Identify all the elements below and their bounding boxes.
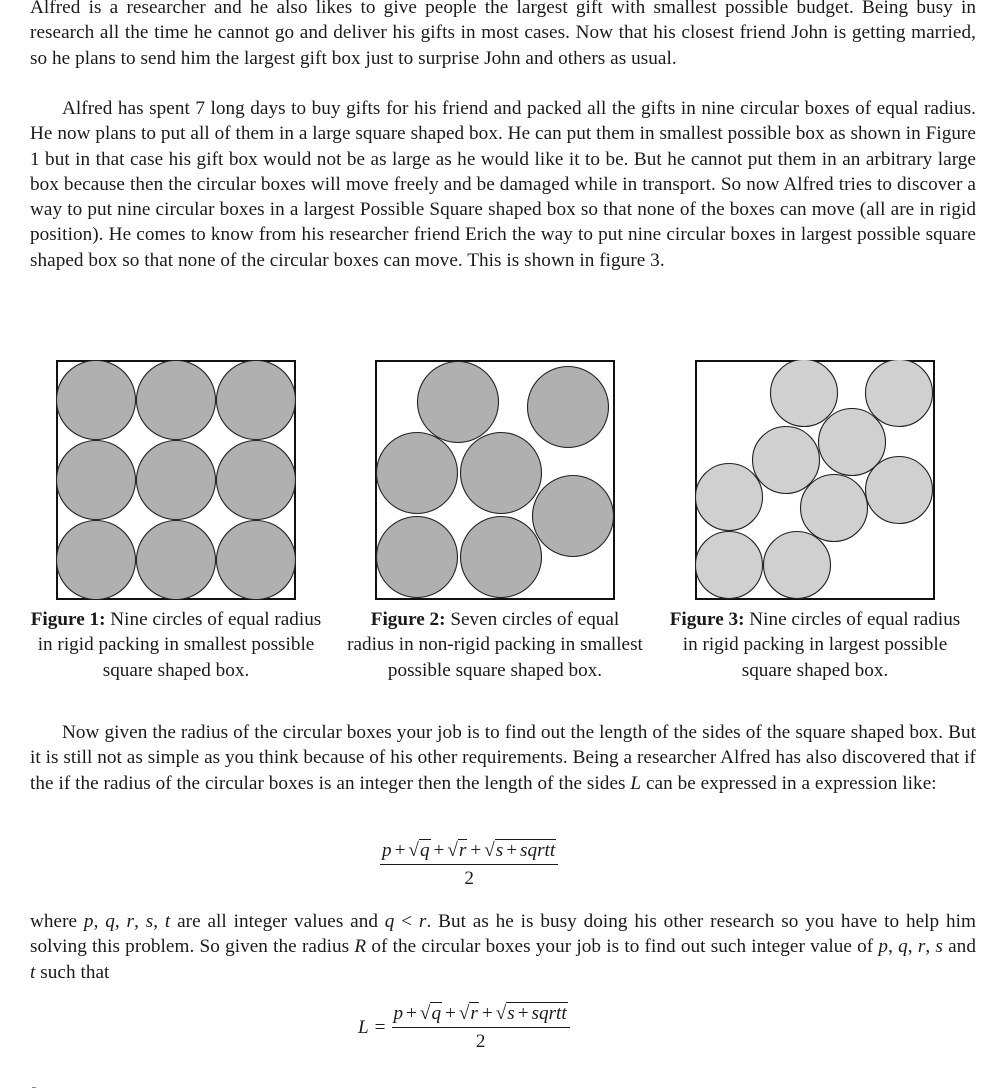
figure-3: [695, 360, 935, 600]
text-run: ,: [153, 911, 165, 932]
sqrt-q: √q: [408, 840, 430, 861]
circular-box-4: [57, 441, 136, 520]
page-mark: [32, 1087, 36, 1088]
math-variable: t: [30, 961, 36, 983]
text-run: ,: [114, 911, 127, 932]
math-variable: R: [354, 936, 367, 958]
var-sqrtt: sqrtt: [531, 1003, 567, 1024]
fraction: [380, 840, 558, 890]
radicand: [506, 1002, 568, 1024]
math-variable: r: [917, 936, 926, 958]
math-variable: s: [935, 936, 943, 958]
math-variable: q: [105, 911, 115, 932]
figure-3-label: Figure 3:: [669, 609, 745, 630]
plus-sign: +: [470, 840, 482, 861]
circular-box-8: [137, 521, 216, 600]
text-run: <: [394, 911, 419, 932]
task-paragraph: [30, 720, 976, 796]
circular-box-5: [866, 457, 933, 524]
circular-box-6: [217, 441, 296, 520]
figure-2-caption: [345, 607, 645, 683]
formula-equation: [358, 1003, 570, 1053]
var-p: p: [393, 1003, 404, 1024]
circular-box-7: [461, 517, 542, 598]
circular-box-6: [377, 517, 458, 598]
circular-box-4: [461, 433, 542, 514]
math-variable: p: [83, 911, 94, 932]
circular-box-2: [528, 367, 609, 448]
task-text-a: Now given the radius of the circular boxes your job is to find out the length of the sides of the square shaped box. But it is still not as simple as you think because of his other requirements. Being a researcher Alfred has also discovered that if the if the radius of the circular boxes is an integer then the length of the sides: [30, 722, 976, 794]
sqrt-q: √q: [419, 1003, 442, 1024]
circular-box-4: [753, 427, 820, 494]
circular-box-9: [764, 532, 831, 599]
plus-sign: +: [506, 840, 518, 861]
figure-3-drawing: [695, 360, 935, 600]
plus-sign: +: [433, 840, 445, 861]
figure-1-caption-text: Nine circles of equal radius in rigid packing in smallest possible square shaped box.: [37, 609, 322, 681]
text-run: ,: [925, 936, 936, 958]
text-run: ,: [93, 911, 106, 932]
circular-box-7: [801, 475, 868, 542]
task-text-b: can be expressed in a expression like:: [641, 772, 937, 794]
plus-sign: +: [394, 840, 406, 861]
equals-sign: =: [374, 1017, 386, 1038]
sqrt-s-plus-sqrtt: √s + sqrtt: [484, 840, 556, 861]
text-run: such that: [35, 961, 110, 983]
var-L: L: [630, 772, 642, 794]
figure-1-caption: [26, 607, 326, 683]
var-r: r: [458, 840, 467, 861]
fraction: [392, 1003, 570, 1053]
sqrt-r: √r: [447, 840, 467, 861]
story-paragraph: Alfred has spent 7 long days to buy gifts for his friend and packed all the gifts in nine circular boxes of equal radius. He now plans to put all of them in a large square shaped box. He can put them in smallest possible box as shown in Figure 1 but in that case his gift box would not be as large as he would like it to be. But he cannot put them in an arbitrary large box because then the circular boxes will move freely and be damaged while in transport. So now Alfred tries to discover a way to put nine circular boxes in a largest Possible Square shaped box so that none of the boxes can move (all are in rigid position). He comes to know from his researcher friend Erich the way to put nine circular boxes in largest possible square shaped box so that none of the circular boxes can move. This is shown in figure 3.: [30, 98, 976, 271]
sqrt-r: √r: [458, 1003, 478, 1024]
var-r: r: [470, 1003, 478, 1024]
var-s: s: [507, 1003, 515, 1024]
numerator: [392, 1003, 570, 1028]
numerator: [380, 840, 558, 865]
var-p: p: [382, 840, 392, 861]
circular-box-3: [217, 361, 296, 440]
plus-sign: +: [406, 1003, 417, 1024]
math-variable: p: [878, 936, 889, 958]
circular-box-5: [137, 441, 216, 520]
requirements-paragraph: [30, 909, 976, 985]
sqrt-s-plus-sqrtt: √s + sqrtt: [495, 1003, 567, 1024]
figure-2-caption-text: Seven circles of equal radius in non-rigid packing in smallest possible square shaped box.: [347, 609, 643, 681]
radicand: [495, 839, 557, 861]
figure-1-drawing: [56, 360, 296, 600]
circular-box-1: [418, 362, 499, 443]
text-run: and: [942, 936, 976, 958]
circular-box-2: [866, 360, 933, 427]
circular-box-9: [217, 521, 296, 600]
circular-box-8: [696, 532, 763, 599]
figure-1: [56, 360, 296, 600]
intro-paragraph: Alfred is a researcher and he also likes to give people the largest gift with smallest possible budget. Being busy in research all the time he cannot go and deliver his gifts in most cases. Now that his closest friend John is getting married, so he plans to send him the largest gift box just to surprise John and others as usual.: [30, 0, 976, 69]
formula-expression: [380, 840, 558, 890]
lhs-L: L: [358, 1017, 369, 1038]
text-run: ,: [888, 936, 899, 958]
math-variable: q: [898, 936, 908, 958]
circular-box-5: [533, 476, 614, 557]
math-variable: r: [418, 911, 427, 932]
circular-box-3: [377, 433, 458, 514]
text-run: are all integer values and: [170, 911, 385, 932]
math-variable: q: [384, 911, 395, 932]
math-variable: s: [145, 911, 154, 932]
figure-3-caption: [665, 607, 965, 683]
text-run: of the circular boxes your job is to find out such integer value of: [366, 936, 879, 958]
circular-box-1: [57, 361, 136, 440]
plus-sign: +: [445, 1003, 456, 1024]
circular-box-2: [137, 361, 216, 440]
figure-2: [375, 360, 615, 600]
figure-2-drawing: [375, 360, 615, 600]
var-q: q: [419, 840, 430, 861]
figure-3-caption-text: Nine circles of equal radius in rigid packing in largest possible square shaped box.: [682, 609, 961, 681]
denominator: 2: [464, 868, 474, 889]
figure-1-label: Figure 1:: [30, 609, 106, 630]
text-run: ,: [134, 911, 146, 932]
circular-box-6: [696, 464, 763, 531]
math-variable: t: [164, 911, 171, 932]
figure-2-label: Figure 2:: [370, 609, 446, 630]
plus-sign: +: [481, 1003, 493, 1024]
circular-box-7: [57, 521, 136, 600]
var-s: s: [495, 840, 504, 861]
denominator: 2: [475, 1031, 486, 1052]
circular-box-1: [771, 360, 838, 427]
text-run: . But as he is busy doing his other research so you have to help him solving this problem. So given the radius: [30, 911, 977, 958]
text-run: where: [30, 911, 84, 932]
var-q: q: [431, 1003, 442, 1024]
text-run: ,: [907, 936, 918, 958]
var-sqrtt: sqrtt: [520, 840, 556, 861]
math-variable: r: [126, 911, 135, 932]
plus-sign: +: [517, 1003, 529, 1024]
